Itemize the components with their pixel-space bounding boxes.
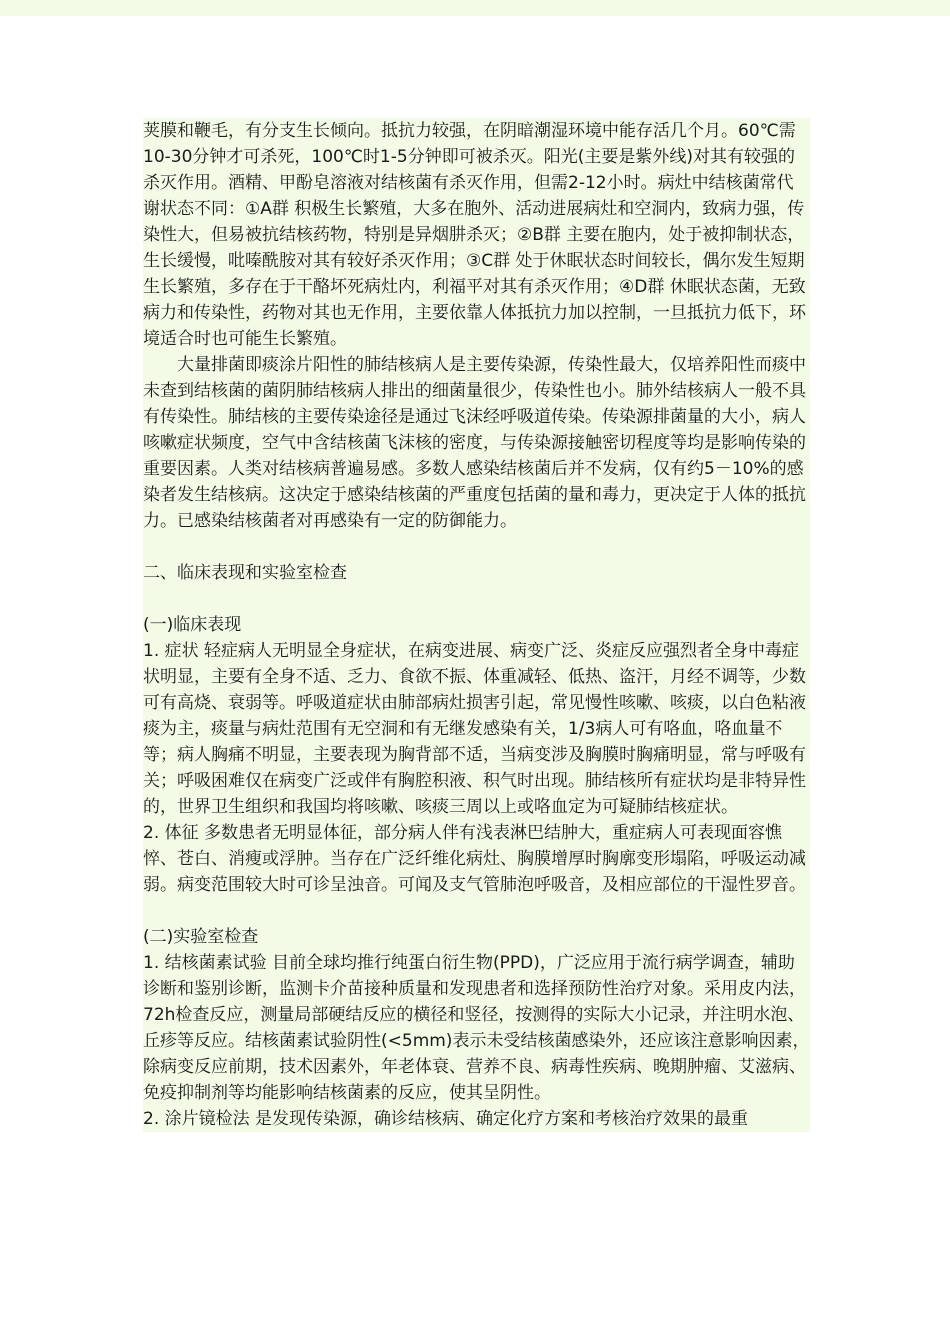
spacer [143, 898, 810, 924]
paragraph-symptoms: 1. 症状 轻症病人无明显全身症状，在病变进展、病变广泛、炎症反应强烈者全身中毒症状明显，主要有全身不适、乏力、食欲不振、体重减轻、低热、盗汗，月经不调等，少数可有高烧、衰弱等。呼吸道症状由肺部病灶损害引起，常见慢性咳嗽、咳痰，以白色粘液痰为主，痰量与病灶范围有无空洞和有无继发感染有关，1/3病人可有咯血，咯血量不等；病人胸痛不明显，主要表现为胸背部不适，当病变涉及胸膜时胸痛明显，常与呼吸有关；呼吸困难仅在病变广泛或伴有胸腔积液、积气时出现。肺结核所有症状均是非特异性的，世界卫生组织和我国均将咳嗽、咳痰三周以上或咯血定为可疑肺结核症状。 [143, 641, 806, 817]
top-highlight-strip [0, 0, 950, 16]
paragraph-smear-microscopy: 2. 涂片镜检法 是发现传染源，确诊结核病、确定化疗方案和考核治疗效果的最重 [143, 1109, 749, 1129]
paragraph-transmission: 大量排菌即痰涂片阳性的肺结核病人是主要传染源，传染性最大，仅培养阳性而痰中未查到结核菌的菌阴肺结核病人排出的细菌量很少，传染性也小。肺外结核病人一般不具有传染性。肺结核的主要传染途径是通过飞沫经呼吸道传染。传染源排菌量的大小，病人咳嗽症状频度，空气中含结核菌飞沫核的密度，与传染源接触密切程度等均是影响传染的重要因素。人类对结核病普遍易感。多数人感染结核菌后并不发病，仅有约5－10%的感染者发生结核病。这决定于感染结核菌的严重度包括菌的量和毒力，更决定于人体的抵抗力。已感染结核菌者对再感染有一定的防御能力。 [143, 355, 806, 531]
spacer [143, 534, 810, 560]
subheading-clinical-manifestation: (一)临床表现 [143, 615, 242, 635]
section-heading-clinical-and-lab: 二、临床表现和实验室检查 [143, 563, 347, 583]
subheading-lab-tests: (二)实验室检查 [143, 927, 259, 947]
document-body [143, 118, 810, 1132]
paragraph-tuberculin-test: 1. 结核菌素试验 目前全球均推行纯蛋白衍生物(PPD)，广泛应用于流行病学调查，辅助诊断和鉴别诊断，监测卡介苗接种质量和发现患者和选择预防性治疗对象。采用皮内法，72h检查反应，测量局部硬结反应的横径和竖径，按测得的实际大小记录，并注明水泡、丘疹等反应。结核菌素试验阴性(<5mm)表示未受结核菌感染外，还应该注意影响因素，除病变反应前期，技术因素外，年老体衰、营养不良、病毒性疾病、晚期肿瘤、艾滋病、免疫抑制剂等均能影响结核菌素的反应，使其呈阴性。 [143, 953, 810, 1103]
spacer [143, 586, 810, 612]
paragraph-bacteria-properties: 荚膜和鞭毛，有分支生长倾向。抵抗力较强，在阴暗潮湿环境中能存活几个月。60℃需10-30分钟才可杀死，100℃时1-5分钟即可被杀灭。阳光(主要是紫外线)对其有较强的杀灭作用。酒精、甲酚皂溶液对结核菌有杀灭作用，但需2-12小时。病灶中结核菌常代谢状态不同：①A群 积极生长繁殖，大多在胞外、活动进展病灶和空洞内，致病力强，传染性大，但易被抗结核药物，特别是异烟肼杀灭；②B群 主要在胞内，处于被抑制状态，生长缓慢，吡嗪酰胺对其有较好杀灭作用；③C群 处于休眠状态时间较长，偶尔发生短期生长繁殖，多存在于干酪坏死病灶内，利福平对其有杀灭作用；④D群 休眠状态菌，无致病力和传染性，药物对其也无作用，主要依靠人体抵抗力加以控制，一旦抵抗力低下，环境适合时也可能生长繁殖。 [143, 121, 806, 349]
paragraph-signs: 2. 体征 多数患者无明显体征，部分病人伴有浅表淋巴结肿大，重症病人可表现面容憔悴、苍白、消瘦或浮肿。当存在广泛纤维化病灶、胸膜增厚时胸廓变形塌陷，呼吸运动减弱。病变范围较大时可诊呈浊音。可闻及支气管肺泡呼吸音，及相应部位的干湿性罗音。 [143, 823, 806, 895]
